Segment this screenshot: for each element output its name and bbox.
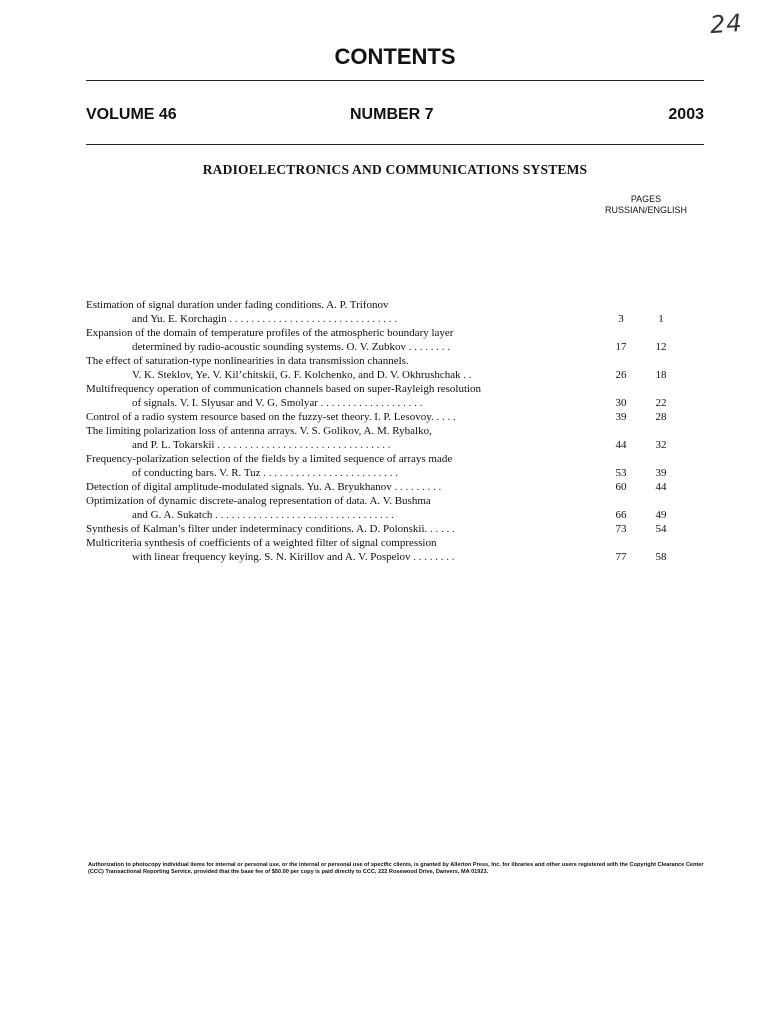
toc-leader-dots: . . . . . . . . . . . . . . . . . . . . . . . . . . . . . . . — [226, 313, 398, 325]
toc-entry-text: determined by radio-acoustic sounding systems. O. V. Zubkov . . . . . . . . — [132, 341, 450, 353]
volume-row — [86, 106, 704, 128]
toc-entry — [86, 298, 706, 326]
toc-leader-dots: . . . . . . . . . — [391, 481, 442, 493]
toc-entry-line — [86, 340, 706, 354]
russian-page-number: 66 — [615, 509, 627, 521]
year-label: 2003 — [668, 106, 704, 123]
english-page-number: 1 — [658, 313, 664, 325]
english-page-number: 28 — [655, 411, 667, 423]
toc-leader-dots: . . . . . . . . . . . . . . . . . . . . . . . . . . . . . . . . — [214, 439, 391, 451]
pages-header-line1: PAGES — [630, 194, 662, 204]
toc-entry — [86, 452, 706, 480]
toc-entry-text: of signals. V. I. Slyusar and V. G. Smolyar . . . . . . . . . . . . . . . . . . . — [132, 397, 423, 409]
toc-entry-text: with linear frequency keying. S. N. Kirillov and A. V. Pospelov . . . . . . . . — [132, 551, 455, 563]
russian-page-number: 30 — [615, 397, 627, 409]
toc-entry-text: Detection of digital amplitude-modulated signals. Yu. A. Bryukhanov . . . . . . . . . — [86, 481, 442, 493]
english-page-number: 32 — [655, 439, 667, 451]
toc-entry — [86, 326, 706, 354]
toc-entry-line — [86, 466, 706, 480]
handwritten-page-mark: 24 — [709, 8, 744, 40]
toc-entry-line — [86, 438, 706, 452]
toc-entry — [86, 494, 706, 522]
toc-entry-line — [86, 424, 706, 438]
toc-entry-text: Frequency-polarization selection of the fields by a limited sequence of arrays made — [86, 453, 453, 465]
toc-entry-text: Expansion of the domain of temperature profiles of the atmospheric boundary layer — [86, 327, 454, 339]
toc-leader-dots: . . . . . . . . — [410, 551, 455, 563]
toc-entry-line — [86, 480, 706, 494]
toc-entry — [86, 522, 706, 536]
toc-entry-line — [86, 536, 706, 550]
toc-entry — [86, 354, 706, 382]
toc-entry-text: Estimation of signal duration under fading conditions. A. P. Trifonov — [86, 299, 389, 311]
toc-entry-text: Multicriteria synthesis of coefficients of a weighted filter of signal compression — [86, 537, 437, 549]
toc-entry-line — [86, 508, 706, 522]
toc-entry-text: Control of a radio system resource based on the fuzzy-set theory. I. P. Lesovoy. . . . . — [86, 411, 456, 423]
pages-column-header — [596, 194, 696, 216]
toc-entry-text: The effect of saturation-type nonlinearities in data transmission channels. — [86, 355, 409, 367]
volume-label: VOLUME 46 — [86, 106, 177, 123]
toc-entry-line — [86, 410, 706, 424]
toc-leader-dots: . . . . . . — [424, 523, 455, 535]
toc-entry-line — [86, 312, 706, 326]
page-title: CONTENTS — [334, 44, 456, 69]
toc-entry — [86, 536, 706, 564]
toc-entry-line — [86, 396, 706, 410]
toc-leader-dots: . . . . . . . . . . . . . . . . . . . . . . . . . . . . . . . . . — [212, 509, 394, 521]
toc-entry-line — [86, 382, 706, 396]
toc-leader-dots: . . . . . . . . . . . . . . . . . . . — [317, 397, 423, 409]
russian-page-number: 53 — [615, 467, 627, 479]
section-title: RADIOELECTRONICS AND COMMUNICATIONS SYSTEMS — [202, 162, 588, 177]
toc-leader-dots: . . . . . . . . — [405, 341, 450, 353]
russian-page-number: 60 — [615, 481, 627, 493]
russian-page-number: 26 — [615, 369, 627, 381]
toc-leader-dots: . . . . . . . . . . . . . . . . . . . . . . . . . — [260, 467, 399, 479]
toc-entry-text: Synthesis of Kalman’s filter under indeterminacy conditions. A. D. Polonskii. . . . . . — [86, 523, 455, 535]
toc-entry-line — [86, 298, 706, 312]
toc-entry — [86, 410, 706, 424]
english-page-number: 58 — [655, 551, 667, 563]
toc-entry-text: and G. A. Sukatch . . . . . . . . . . . . . . . . . . . . . . . . . . . . . . . . . — [132, 509, 394, 521]
toc-entry-text: The limiting polarization loss of antenna arrays. V. S. Golikov, A. M. Rybalko, — [86, 425, 432, 437]
toc-entry — [86, 480, 706, 494]
toc-entry-text: Optimization of dynamic discrete-analog representation of data. A. V. Bushma — [86, 495, 431, 507]
toc-entry-text: Multifrequency operation of communication channels based on super-Rayleigh resolution — [86, 383, 482, 395]
english-page-number: 44 — [655, 481, 667, 493]
english-page-number: 39 — [655, 467, 667, 479]
header-rule-top — [86, 80, 704, 81]
english-page-number: 54 — [655, 523, 667, 535]
header-rule-bottom — [86, 144, 704, 145]
toc-leader-dots: . . . . . — [430, 411, 456, 423]
toc-entry — [86, 382, 706, 410]
russian-page-number: 3 — [618, 313, 624, 325]
english-page-number: 12 — [655, 341, 667, 353]
toc-entry-text: of conducting bars. V. R. Tuz . . . . . . . . . . . . . . . . . . . . . . . . . — [132, 467, 399, 479]
russian-page-number: 73 — [615, 523, 627, 535]
number-label: NUMBER 7 — [350, 106, 434, 123]
toc-entry — [86, 424, 706, 452]
pages-header-line2: RUSSIAN/ENGLISH — [604, 205, 688, 215]
toc-entry-text: and Yu. E. Korchagin . . . . . . . . . . . . . . . . . . . . . . . . . . . . . . . — [132, 313, 398, 325]
toc-entry-line — [86, 326, 706, 340]
toc-leader-dots: . . — [460, 369, 472, 381]
english-page-number: 22 — [655, 397, 667, 409]
toc-entry-text: V. K. Steklov, Ye. V. Kil’chitskii, G. F. Kolchenko, and D. V. Okhrushchak . . — [132, 369, 472, 381]
toc-entry-line — [86, 368, 706, 382]
russian-page-number: 39 — [615, 411, 627, 423]
russian-page-number: 44 — [615, 439, 627, 451]
toc-entry-line — [86, 452, 706, 466]
toc-entry-text: and P. L. Tokarskii . . . . . . . . . . . . . . . . . . . . . . . . . . . . . . . . — [132, 439, 391, 451]
russian-page-number: 77 — [615, 551, 627, 563]
table-of-contents — [86, 298, 706, 564]
toc-entry-line — [86, 522, 706, 536]
toc-entry-line — [86, 550, 706, 564]
english-page-number: 49 — [655, 509, 667, 521]
russian-page-number: 17 — [615, 341, 627, 353]
copyright-footer: Authorization to photocopy individual items for internal or personal use, or the internal or personal use of specific clients, is granted by Allerton Press, Inc. for libraries and other users registered with the Copyright Clearance Center (CCC) Transactional Reporting Service, provided that the base fee of $50.00 per copy is paid directly to CCC, 222 Rosewood Drive, Danvers, MA 01923. — [88, 862, 704, 876]
english-page-number: 18 — [655, 369, 667, 381]
toc-entry-line — [86, 354, 706, 368]
toc-entry-line — [86, 494, 706, 508]
